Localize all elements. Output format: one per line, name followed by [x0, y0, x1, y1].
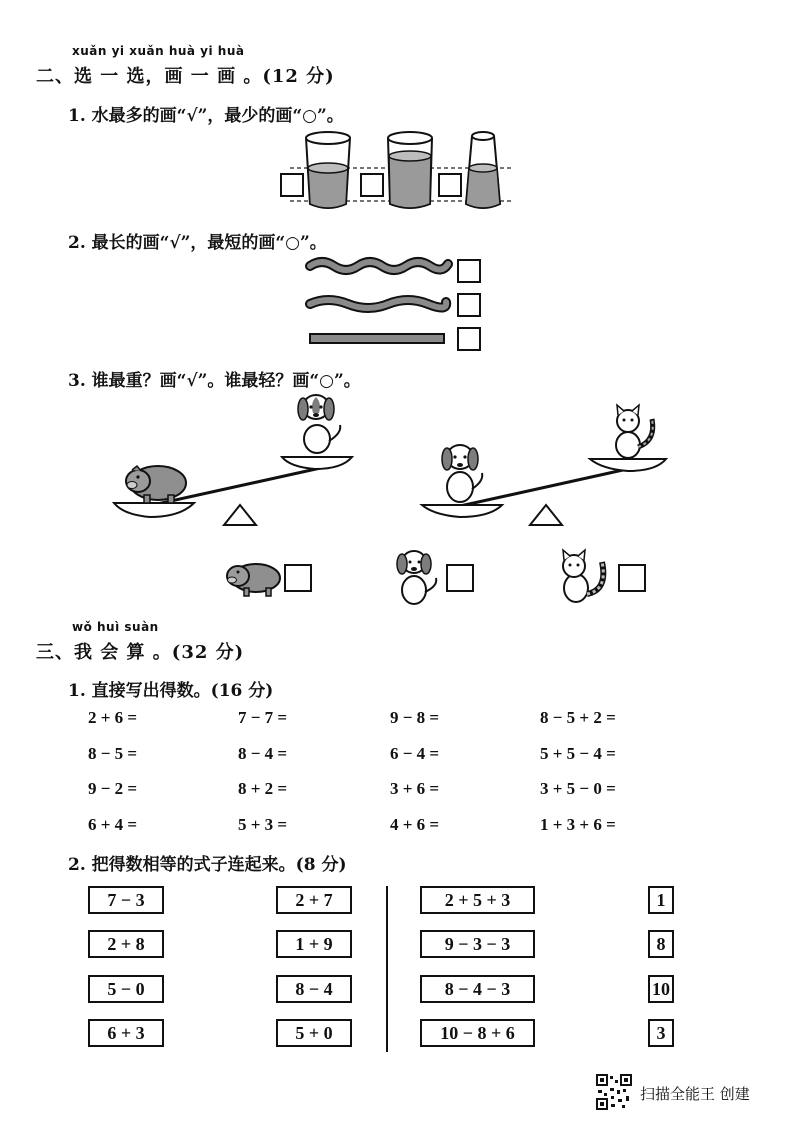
equation-r3-c3: 3 + 6 =	[390, 779, 440, 798]
equation-r3-c4: 3 + 5 − 0 =	[540, 779, 616, 798]
match-box-col2-4[interactable]: 5 + 0	[276, 1019, 352, 1047]
answer-box-cup-1[interactable]	[280, 173, 304, 197]
qr-code-icon	[596, 1074, 632, 1110]
answer-box-cup-2[interactable]	[360, 173, 384, 197]
equation-r1-c3: 9 − 8 =	[390, 708, 440, 727]
section3-q1: 1. 直接写出得数。(16 分)	[68, 681, 274, 701]
match-box-col1-4[interactable]: 6 + 3	[88, 1019, 164, 1047]
match-box-col2-2[interactable]: 1 + 9	[276, 930, 352, 958]
answer-box-dog[interactable]	[446, 564, 474, 592]
equation-r4-c3: 4 + 6 =	[390, 815, 440, 834]
match-box-col3-2[interactable]: 9 − 3 − 3	[420, 930, 535, 958]
match-box-col2-1[interactable]: 2 + 7	[276, 886, 352, 914]
section2-pinyin: xuǎn yi xuǎn huà yi huà	[72, 44, 245, 58]
equation-r3-c1: 9 − 2 =	[88, 779, 138, 798]
cat-icon	[616, 405, 653, 458]
match-box-col4-1[interactable]: 1	[648, 886, 674, 914]
match-box-col1-2[interactable]: 2 + 8	[88, 930, 164, 958]
dog-answer-icon	[392, 546, 448, 608]
section2-q1: 1. 水最多的画“√”，最少的画“○”。	[68, 106, 344, 126]
answer-box-rope-2[interactable]	[457, 293, 481, 317]
match-box-col1-3[interactable]: 5 − 0	[88, 975, 164, 1003]
answer-box-cup-3[interactable]	[438, 173, 462, 197]
match-box-col4-2[interactable]: 8	[648, 930, 674, 958]
answer-box-cat[interactable]	[618, 564, 646, 592]
equation-r1-c1: 2 + 6 =	[88, 708, 138, 727]
answer-box-pig[interactable]	[284, 564, 312, 592]
match-box-col4-3[interactable]: 10	[648, 975, 674, 1003]
water-cups-illustration	[280, 126, 520, 216]
cat-answer-icon	[554, 550, 618, 606]
ropes-illustration	[308, 258, 458, 348]
equation-r4-c4: 1 + 3 + 6 =	[540, 815, 616, 834]
equation-r2-c1: 8 − 5 =	[88, 744, 138, 763]
equation-r1-c4: 8 − 5 + 2 =	[540, 708, 616, 727]
pig-answer-icon	[222, 556, 282, 602]
equation-r1-c2: 7 − 7 =	[238, 708, 288, 727]
section2-q3: 3. 谁最重？画“√”。谁最轻？画“○”。	[68, 371, 361, 391]
equation-r2-c4: 5 + 5 − 4 =	[540, 744, 616, 763]
equation-r2-c2: 8 − 4 =	[238, 744, 288, 763]
equation-r2-c3: 6 − 4 =	[390, 744, 440, 763]
section3-pinyin: wǒ huì suàn	[72, 620, 159, 634]
equation-r4-c1: 6 + 4 =	[88, 815, 138, 834]
section3-q2: 2. 把得数相等的式子连起来。(8 分)	[68, 855, 347, 875]
match-box-col3-3[interactable]: 8 − 4 − 3	[420, 975, 535, 1003]
dog-icon	[442, 445, 482, 502]
dog-icon	[298, 395, 340, 453]
section2-q2: 2. 最长的画“√”，最短的画“○”。	[68, 233, 327, 253]
match-box-col1-1[interactable]: 7 − 3	[88, 886, 164, 914]
divider-line	[386, 886, 388, 1052]
match-box-col4-4[interactable]: 3	[648, 1019, 674, 1047]
answer-box-rope-1[interactable]	[457, 259, 481, 283]
answer-box-rope-3[interactable]	[457, 327, 481, 351]
pig-icon	[126, 466, 186, 503]
section3-title: 三、我 会 算 。(32 分)	[36, 642, 245, 663]
seesaw-dog-cat	[420, 405, 670, 535]
match-box-col3-1[interactable]: 2 + 5 + 3	[420, 886, 535, 914]
match-box-col3-4[interactable]: 10 − 8 + 6	[420, 1019, 535, 1047]
equation-r4-c2: 5 + 3 =	[238, 815, 288, 834]
seesaw-pig-dog	[110, 395, 350, 535]
footer-text: 扫描全能王 创建	[640, 1085, 750, 1103]
match-box-col2-3[interactable]: 8 − 4	[276, 975, 352, 1003]
equation-r3-c2: 8 + 2 =	[238, 779, 288, 798]
section2-title: 二、选 一 选，画 一 画 。(12 分)	[36, 66, 335, 87]
